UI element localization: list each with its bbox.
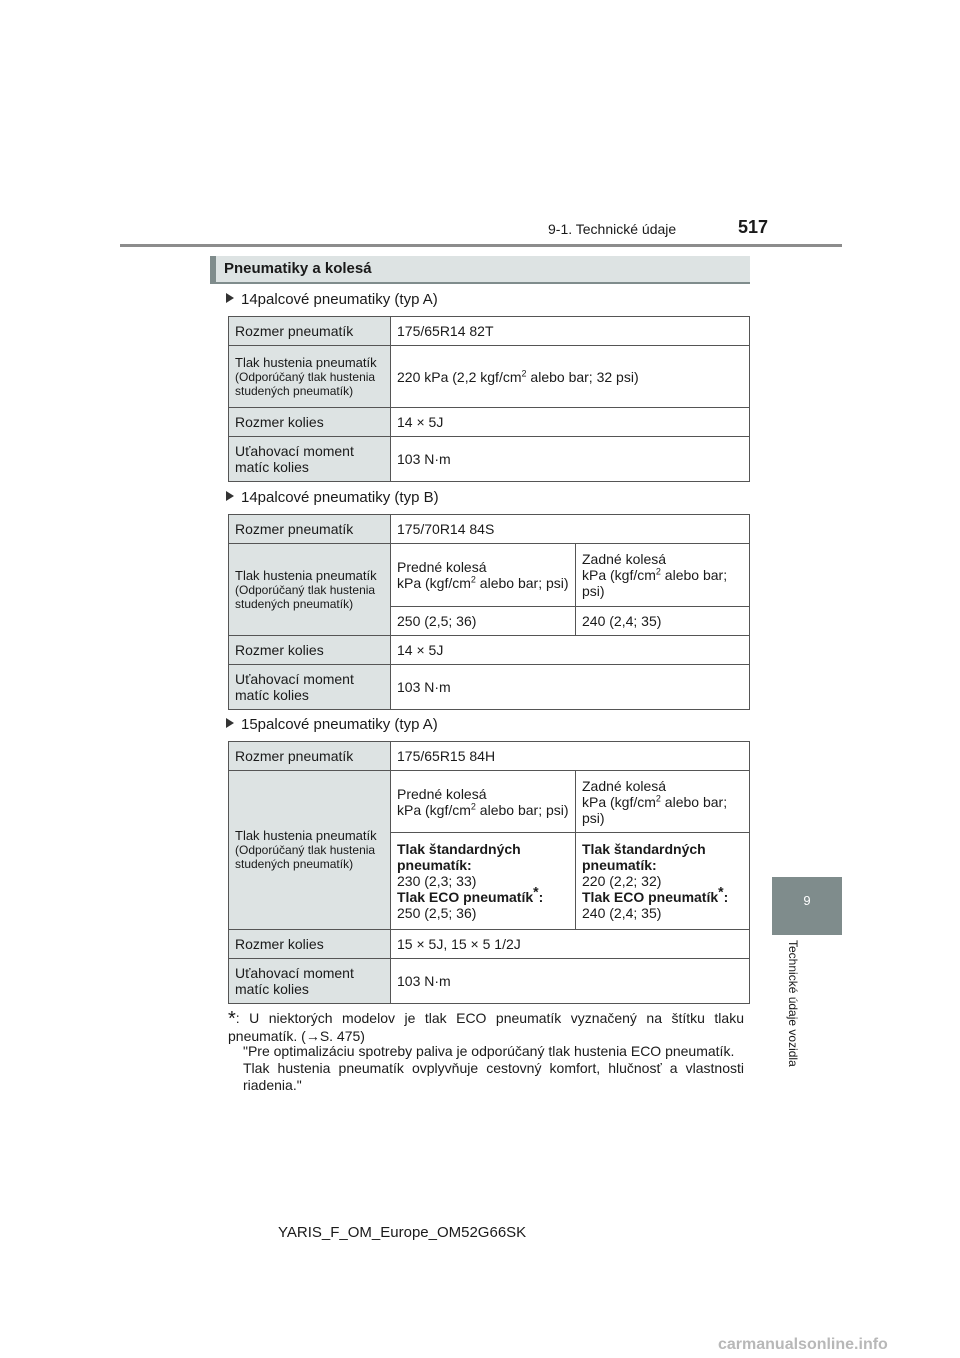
label-torque: Uťahovací moment matíc kolies: [229, 959, 391, 1004]
label-pressure-sub: (Odporúčaný tlak hustenia studených pneumatík): [235, 369, 376, 398]
subheading-15-a: [226, 716, 438, 733]
front-pressure-values: Tlak štandardných pneumatík: 230 (2,3; 33) Tlak ECO pneumatík*: 250 (2,5; 36): [391, 833, 576, 930]
pressure-text: 220 kPa (2,2 kgf/cm: [397, 368, 522, 385]
pressure-text-tail: alebo bar; 32 psi): [526, 368, 639, 385]
rear-unit: kPa (kgf/cm: [582, 567, 656, 583]
section-header: 9-1. Technické údaje: [548, 221, 677, 237]
standard-label: Tlak štandardných pneumatík:: [397, 841, 521, 873]
label-torque: Uťahovací moment matíc kolies: [229, 437, 391, 482]
section-stripe: [210, 256, 216, 282]
label-torque: Uťahovací moment matíc kolies: [229, 665, 391, 710]
label-pressure-main: Tlak hustenia pneumatík: [235, 828, 377, 843]
table-row: [229, 636, 750, 665]
front-header: [391, 771, 576, 833]
unit-superscript: 2: [470, 800, 476, 811]
front-unit: kPa (kgf/cm: [397, 801, 471, 818]
label-wheel-size: Rozmer kolies: [229, 930, 391, 959]
rear-unit: kPa (kgf/cm: [582, 793, 656, 810]
arrow-right-icon: [226, 718, 234, 728]
label-pressure: [229, 346, 391, 408]
front-eco-value: 250 (2,5; 36): [397, 905, 477, 921]
rear-title: Zadné kolesá: [582, 777, 667, 794]
footnote-marker: *: [533, 883, 539, 900]
label-wheel-size: Rozmer kolies: [229, 636, 391, 665]
value-tire-size: 175/65R15 84H: [391, 742, 750, 771]
arrow-right-icon: [226, 491, 234, 501]
unit-superscript: 2: [655, 792, 661, 803]
footnote-line-2: "Pre optimalizáciu spotreby paliva je odporúčaný tlak hustenia ECO pneumatík.: [243, 1043, 735, 1059]
rear-unit-tail: alebo bar; psi): [582, 567, 728, 599]
label-wheel-size: Rozmer kolies: [229, 408, 391, 437]
front-title: Predné kolesá: [397, 785, 487, 802]
rear-unit-tail: alebo bar; psi): [582, 793, 728, 826]
value-wheel-size: 14 × 5J: [391, 636, 750, 665]
rear-title: Zadné kolesá: [582, 551, 667, 567]
label-pressure-sub: (Odporúčaný tlak hustenia studených pneumatík): [235, 843, 376, 871]
table-row: [229, 346, 750, 408]
value-tire-size: 175/65R14 82T: [391, 317, 750, 346]
subheading-text: 14palcové pneumatiky (typ A): [241, 291, 438, 308]
eco-label: Tlak ECO pneumatík: [582, 889, 719, 905]
footnote-star: *: [228, 1008, 236, 1030]
table-row: [229, 317, 750, 346]
label-tire-size: Rozmer pneumatík: [229, 515, 391, 544]
rear-standard-value: 220 (2,2; 32): [582, 873, 662, 889]
table-row: [229, 742, 750, 771]
footnote-marker: *: [718, 883, 724, 900]
subheading-text: 15palcové pneumatiky (typ A): [241, 716, 438, 733]
rear-eco-value: 240 (2,4; 35): [582, 905, 662, 921]
rear-header: [576, 544, 750, 607]
watermark: carmanualsonline.info: [718, 1336, 888, 1353]
table-row: [229, 408, 750, 437]
value-pressure: [391, 346, 750, 408]
label-pressure-main: Tlak hustenia pneumatík: [235, 354, 377, 370]
value-tire-size: 175/70R14 84S: [391, 515, 750, 544]
unit-superscript: 2: [470, 574, 476, 585]
document-code: YARIS_F_OM_Europe_OM52G66SK: [278, 1224, 527, 1241]
front-pressure-value: 250 (2,5; 36): [391, 607, 576, 636]
footnote-line-1: : U niektorých modelov je tlak ECO pneumatík vyznačený na štítku tlaku pneumatík. (→S. 475): [228, 1010, 744, 1044]
value-torque: 103 N·m: [391, 959, 750, 1004]
rear-header: [576, 771, 750, 833]
table-14-type-b: [228, 514, 750, 710]
label-pressure-main: Tlak hustenia pneumatík: [235, 567, 377, 583]
front-header: [391, 544, 576, 607]
value-wheel-size: 14 × 5J: [391, 408, 750, 437]
footnote: [228, 1010, 744, 1094]
label-pressure-sub: (Odporúčaný tlak hustenia studených pneumatík): [235, 582, 376, 611]
table-row: [229, 515, 750, 544]
value-wheel-size: 15 × 5J, 15 × 5 1/2J: [391, 930, 750, 959]
chapter-title: Technické údaje vozidla: [786, 940, 800, 1067]
front-unit-tail: alebo bar; psi): [475, 801, 569, 818]
label-pressure: [229, 544, 391, 636]
rear-pressure-value: 240 (2,4; 35): [576, 607, 750, 636]
table-row: [229, 665, 750, 710]
front-title: Predné kolesá: [397, 559, 487, 575]
table-row: [229, 930, 750, 959]
label-tire-size: Rozmer pneumatík: [229, 742, 391, 771]
value-torque: 103 N·m: [391, 437, 750, 482]
table-row: [229, 959, 750, 1004]
table-row: [229, 771, 750, 833]
arrow-right-icon: [226, 293, 234, 303]
front-standard-value: 230 (2,3; 33): [397, 873, 477, 889]
table-row: [229, 437, 750, 482]
table-14-type-a: [228, 316, 750, 482]
header-divider: [120, 244, 842, 247]
label-pressure: [229, 771, 391, 930]
rear-pressure-values: Tlak štandardných pneumatík: 220 (2,2; 32) Tlak ECO pneumatík*: 240 (2,4; 35): [576, 833, 750, 930]
footnote-line-3: Tlak hustenia pneumatík ovplyvňuje cestovný komfort, hlučnosť a vlastnosti riadenia.": [243, 1060, 744, 1093]
unit-superscript: 2: [655, 566, 661, 577]
subheading-14-a: [226, 291, 438, 308]
eco-label: Tlak ECO pneumatík: [397, 889, 534, 905]
page-number: 517: [738, 217, 769, 237]
section-title-bar: [210, 256, 750, 284]
front-unit: kPa (kgf/cm: [397, 575, 471, 591]
subheading-14-b: [226, 489, 439, 506]
subheading-text: 14palcové pneumatiky (typ B): [241, 489, 439, 506]
label-tire-size: Rozmer pneumatík: [229, 317, 391, 346]
value-torque: 103 N·m: [391, 665, 750, 710]
standard-label: Tlak štandardných pneumatík:: [582, 841, 706, 873]
unit-superscript: 2: [521, 367, 527, 378]
front-unit-tail: alebo bar; psi): [475, 575, 569, 591]
table-15-type-a: [228, 741, 750, 1004]
chapter-number: 9: [803, 893, 811, 908]
section-title: Pneumatiky a kolesá: [224, 260, 372, 277]
table-row: [229, 544, 750, 607]
